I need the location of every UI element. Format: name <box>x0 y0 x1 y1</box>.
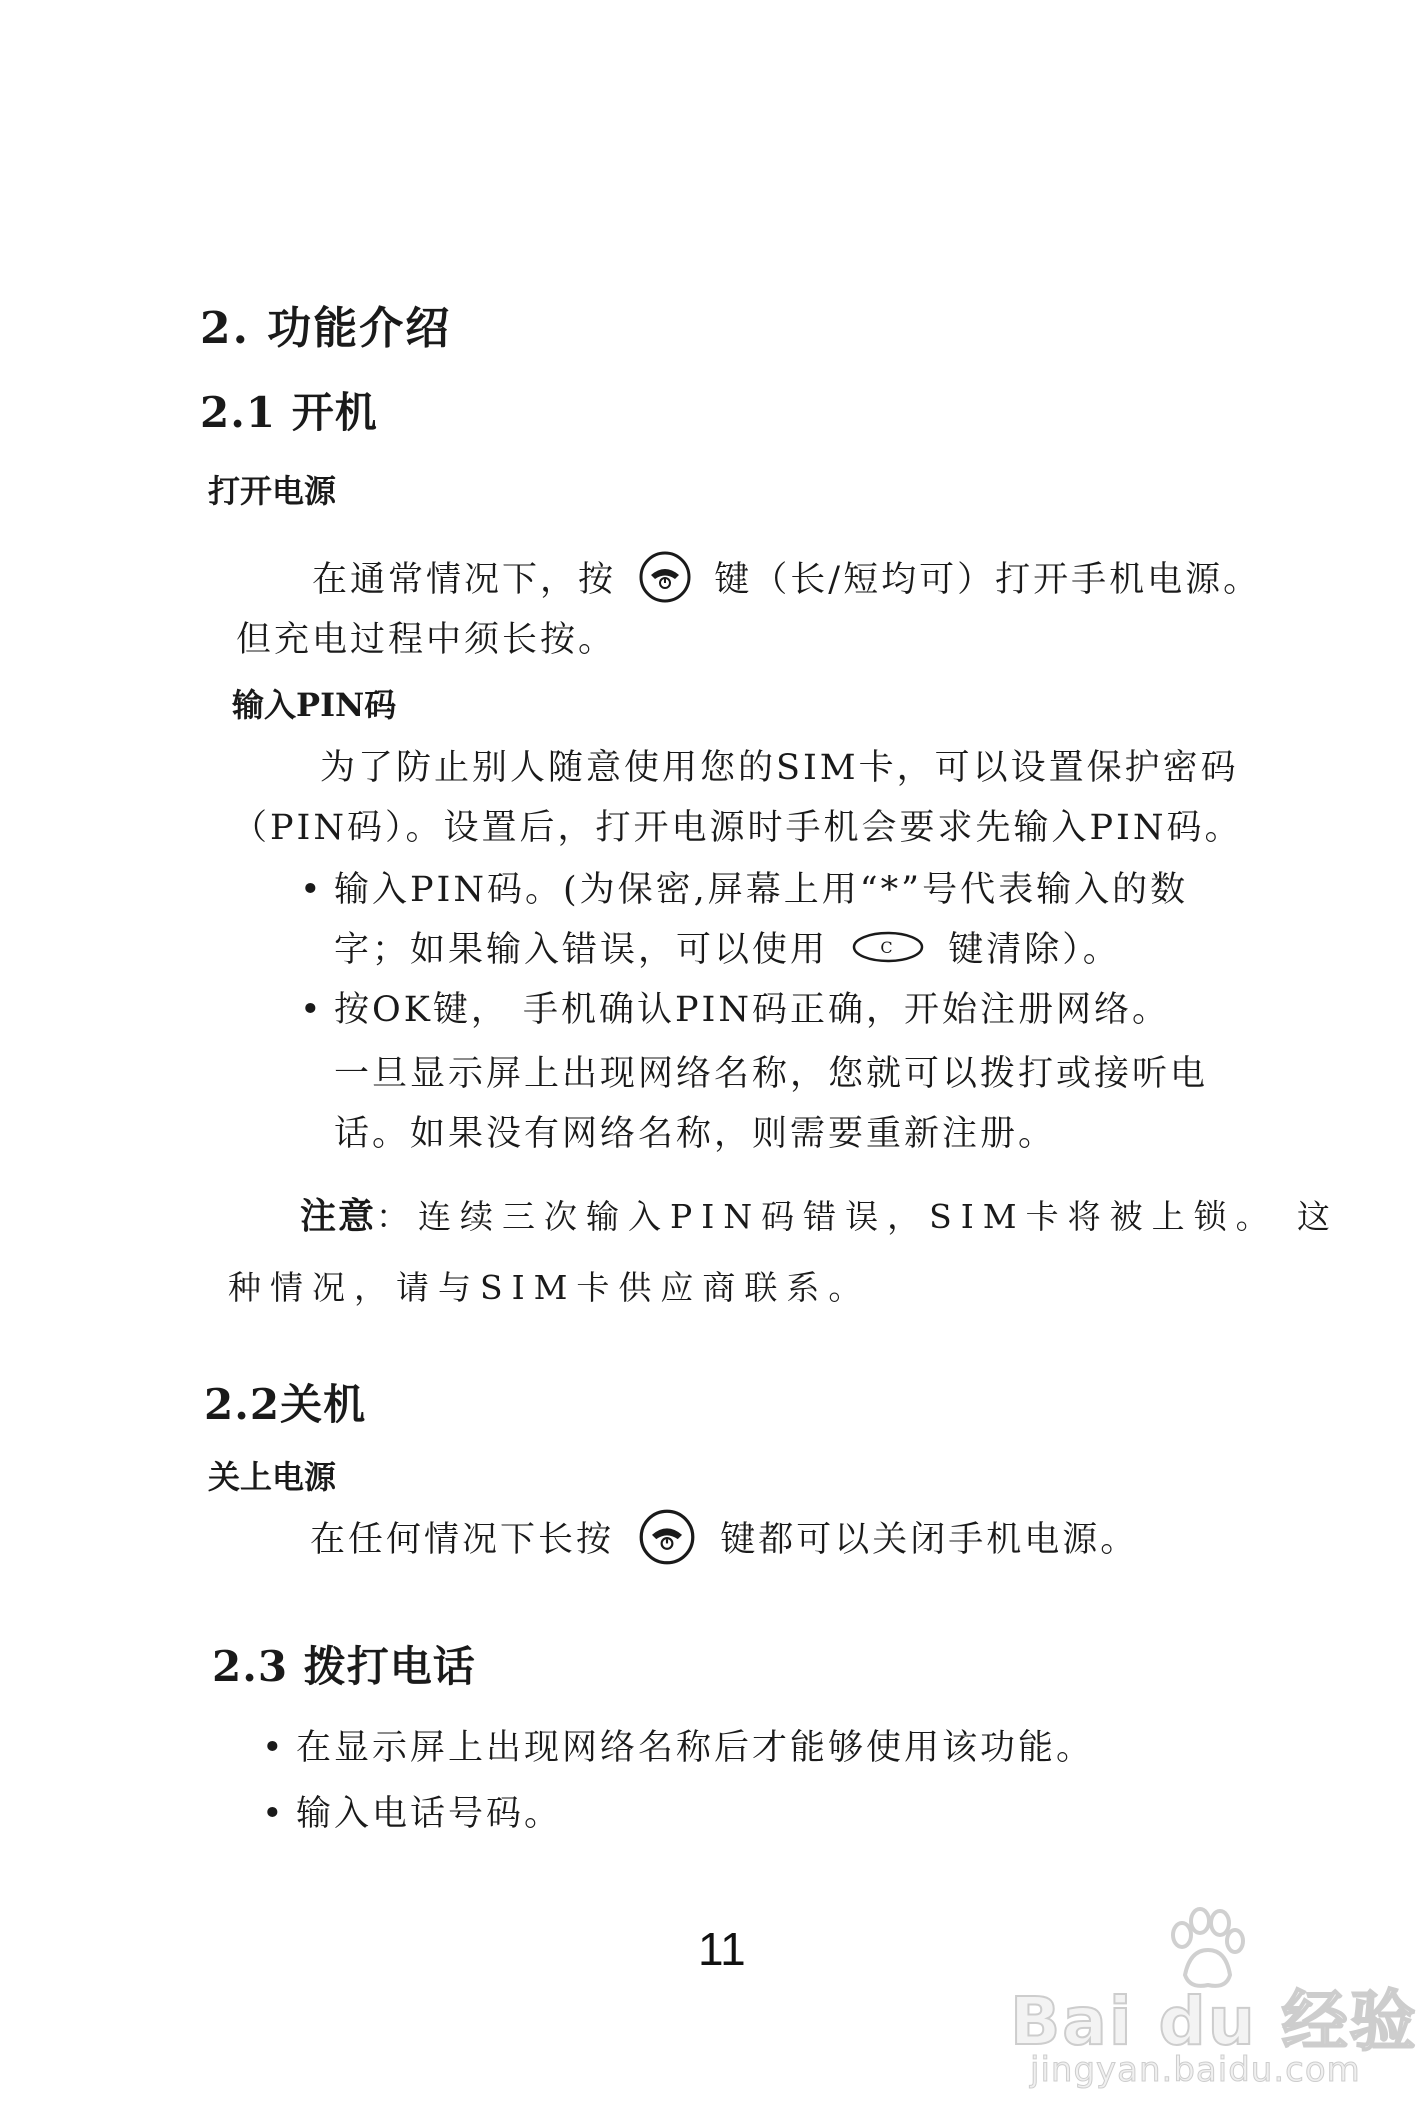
bullet-mark: • <box>262 1794 286 1834</box>
pin-bullet-2 <box>300 982 1170 1032</box>
power-on-text-before: 在通常情况下，按 <box>312 560 617 600</box>
power-off-paragraph <box>310 1508 1138 1575</box>
bullet-mark: • <box>300 990 324 1030</box>
pin-paragraph-line1: 为了防止别人随意使用您的SIM卡，可以设置保护密码 <box>320 748 1239 788</box>
power-off-text-before: 在任何情况下长按 <box>310 1520 615 1560</box>
watermark-url: jingyan.baidu.com <box>1030 2050 1361 2090</box>
clear-key-letter: C <box>880 938 896 957</box>
dial-bullet-2 <box>262 1786 562 1836</box>
power-off-text-after: 键都可以关闭手机电源。 <box>720 1520 1139 1560</box>
power-end-key-icon <box>638 550 692 613</box>
pin-paragraph-line2: （PIN码）。设置后，打开电源时手机会要求先输入PIN码。 <box>232 808 1243 848</box>
bullet-mark: • <box>300 870 324 910</box>
clear-key-icon <box>852 930 924 973</box>
clear-text-before: 字；如果输入错误，可以使用 <box>334 930 829 970</box>
dial-bullet-1-text: 在显示屏上出现网络名称后才能够使用该功能。 <box>296 1728 1095 1768</box>
watermark-brand: Bai du 经验 <box>1010 1983 1418 2060</box>
dial-bullet-1 <box>262 1720 1094 1770</box>
clear-text-after: 键清除）。 <box>948 930 1121 970</box>
note-line1 <box>300 1188 1339 1239</box>
section-title: 2. 功能介绍 <box>200 303 452 354</box>
pin-heading: 输入PIN码 <box>232 686 397 724</box>
section-2-2-title: 2.2关机 <box>204 1380 367 1429</box>
power-on-text-after: 键（长/短均可）打开手机电源。 <box>714 560 1262 600</box>
note-label: 注意 <box>300 1196 377 1237</box>
register-paragraph-line2: 话。如果没有网络名称，则需要重新注册。 <box>334 1114 1057 1154</box>
power-on-heading: 打开电源 <box>208 472 337 510</box>
power-off-heading: 关上电源 <box>208 1458 337 1496</box>
dial-bullet-2-text: 输入电话号码。 <box>296 1794 563 1834</box>
bullet-mark: • <box>262 1728 286 1768</box>
power-on-paragraph-line2: 但充电过程中须长按。 <box>236 620 617 660</box>
power-end-key-icon <box>638 1508 696 1575</box>
section-2-3-title: 2.3 拨打电话 <box>212 1642 476 1691</box>
note-line2: 种情况，请与SIM卡供应商联系。 <box>228 1268 871 1307</box>
register-paragraph-line1: 一旦显示屏上出现网络名称，您就可以拨打或接听电 <box>334 1054 1209 1094</box>
pin-bullet-1 <box>300 862 1188 912</box>
note-text-1: ：连续三次输入PIN码错误，SIM卡将被上锁。 这 <box>376 1197 1340 1236</box>
section-2-1-title: 2.1 开机 <box>200 388 378 437</box>
pin-bullet-1-line2 <box>334 922 1121 973</box>
power-on-paragraph-line1 <box>312 550 1261 613</box>
pin-bullet-2-text: 按OK键， 手机确认PIN码正确，开始注册网络。 <box>334 990 1170 1030</box>
page-number: 11 <box>698 1923 746 1975</box>
pin-bullet-1-text: 输入PIN码。(为保密,屏幕上用“*”号代表输入的数 <box>334 870 1189 910</box>
